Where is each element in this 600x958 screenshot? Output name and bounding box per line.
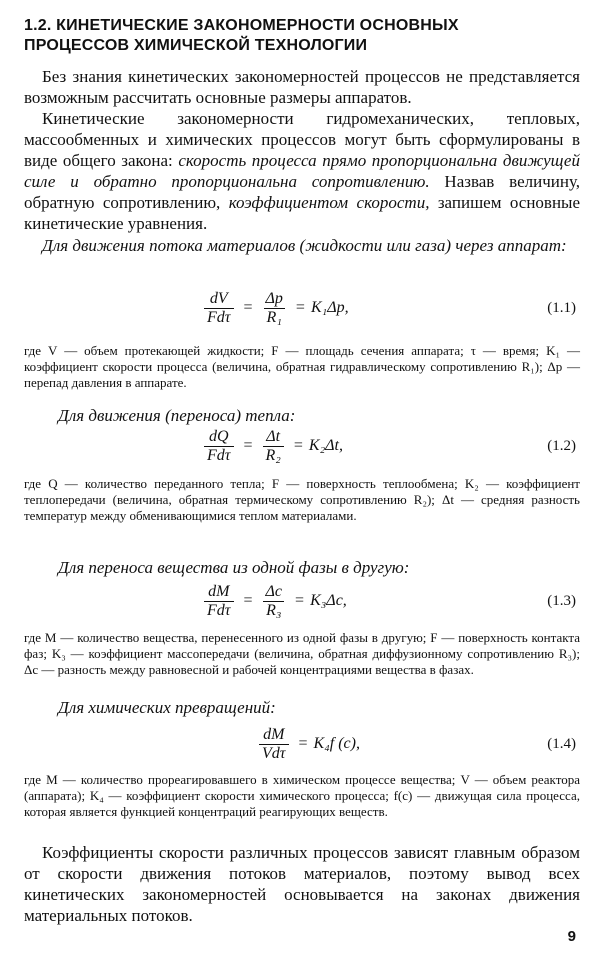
equation-1-3-note: где M — количество вещества, перенесенного из одной фазы в другую; F — поверхность контакта фаз; K₃ — коэффициент массопередачи (величина, обратная диффузионному сопротивлению R₃); Δc — разность между равновесной и рабочей концентрациями вещества в фазах. — [24, 630, 580, 677]
eq1-rhs: K₁Δp, — [310, 299, 349, 316]
intro-paragraph-2 — [24, 108, 580, 234]
heading-line-2: ПРОЦЕССОВ ХИМИЧЕСКОЙ ТЕХНОЛОГИИ — [24, 37, 368, 54]
equation-1-2 — [0, 423, 600, 469]
eq1-mid-denominator: R₁ — [264, 308, 285, 327]
eq1-equals-1: = — [243, 299, 253, 316]
eq2-mid-numerator: Δt — [266, 427, 281, 445]
equation-1-3 — [0, 578, 600, 624]
page-number: 9 — [567, 928, 576, 945]
eq2-lhs-fraction — [204, 428, 234, 465]
eq3-mid-denominator: R₃ — [263, 601, 284, 620]
equation-1-1-note: где V — объем протекающей жидкости; F — площадь сечения аппарата; τ — время; K₁ — коэффициент скорости процесса (величина, обратная гидравлическому сопротивлению R₁); Δp — перепад давления в аппарате. — [24, 343, 580, 390]
eq2-rhs: K₂Δt, — [308, 437, 343, 454]
section-4-label: Для химических превращений: — [58, 698, 276, 717]
section-1-label — [24, 235, 580, 256]
eq1-equals-2: = — [295, 299, 305, 316]
eq1-mid-numerator: Δp — [265, 289, 283, 307]
intro-p2-start: Кинетические закономерности гидромеханических, тепловых, массообменных и химических процессов могут быть сформулированы в виде общего закона: — [24, 109, 580, 170]
eq4-equals: = — [298, 735, 308, 752]
eq3-mid-numerator: Δc — [265, 582, 283, 600]
intro-p2-mid: Назвав величину, обратную сопротивлению, — [24, 172, 580, 212]
equation-1-4-note: где M — количество прореагировавшего в химическом процессе вещества; V — объем реактора (аппарата); K₄ — коэффициент скорости химического процесса; f(c) — движущая сила процесса, которая является функцией концентраций реагирующих веществ. — [24, 772, 580, 819]
section-heading — [24, 16, 584, 56]
eq2-mid-fraction — [263, 428, 284, 465]
eq3-rhs: K₃Δc, — [310, 592, 347, 609]
eq2-equals-2: = — [293, 437, 303, 454]
intro-text — [24, 66, 580, 234]
eq3-equals-2: = — [295, 592, 305, 609]
equation-1-2-note: где Q — количество переданного тепла; F — поверхность теплообмена; K₂ — коэффициент теплопередачи (величина, обратная термическому сопротивлению R₂); Δt — средняя разность температур между обменивающимися теплом материалами. — [24, 476, 580, 523]
equation-1-3-number: (1.3) — [547, 593, 576, 609]
equation-1-4-number: (1.4) — [547, 736, 576, 752]
intro-p2-end: запишем основные кинетические уравнения. — [24, 193, 581, 233]
equation-1-1-expression — [200, 285, 349, 331]
conclusion-paragraph: Коэффициенты скорости различных процессов зависят главным образом от скорости движения потоков материалов, поэтому вывод всех кинетических закономерностей основывается на законах движения материальных потоков. — [24, 843, 580, 925]
section-1-label-text: Для движения потока материалов (жидкости или газа) через аппарат: — [42, 236, 567, 255]
eq3-lhs-fraction — [204, 583, 234, 620]
equation-1-1 — [0, 285, 600, 331]
section-2-label: Для движения (переноса) тепла: — [58, 406, 296, 425]
eq1-lhs-fraction — [204, 290, 234, 327]
equation-1-3-expression — [200, 578, 347, 624]
equation-1-4 — [0, 721, 600, 767]
eq4-lhs-numerator: dM — [263, 725, 285, 743]
eq3-lhs-numerator: dM — [208, 582, 230, 600]
eq2-mid-denominator: R₂ — [263, 446, 284, 465]
eq2-equals-1: = — [243, 437, 253, 454]
equation-1-2-number: (1.2) — [547, 438, 576, 454]
eq2-lhs-denominator: Fdτ — [204, 446, 234, 465]
eq1-mid-fraction — [263, 290, 286, 327]
equation-1-2-expression — [200, 423, 343, 469]
conclusion-text — [24, 842, 580, 926]
equation-1-1-number: (1.1) — [547, 300, 576, 316]
eq4-lhs-fraction — [259, 726, 289, 763]
law-statement: скорость процесса прямо пропорциональна движущей силе и обратно пропорциональна сопротивлению. — [24, 151, 580, 191]
eq3-equals-1: = — [243, 592, 253, 609]
intro-paragraph-1: Без знания кинетических закономерностей процессов не представляется возможным рассчитать основные размеры аппаратов. — [24, 67, 580, 107]
eq3-lhs-denominator: Fdτ — [204, 601, 234, 620]
eq1-lhs-numerator: dV — [209, 289, 228, 307]
heading-line-1: 1.2. КИНЕТИЧЕСКИЕ ЗАКОНОМЕРНОСТИ ОСНОВНЫХ — [24, 17, 459, 34]
eq4-rhs: K₄f (c), — [313, 735, 360, 752]
term-rate-coefficient: коэффициентом скорости, — [228, 193, 430, 212]
equation-1-4-expression — [255, 721, 360, 767]
eq1-lhs-denominator: Fdτ — [204, 308, 234, 327]
section-3-label: Для переноса вещества из одной фазы в другую: — [58, 558, 410, 577]
eq2-lhs-numerator: dQ — [208, 427, 229, 445]
eq3-mid-fraction — [263, 583, 286, 620]
eq4-lhs-denominator: Vdτ — [259, 744, 289, 763]
